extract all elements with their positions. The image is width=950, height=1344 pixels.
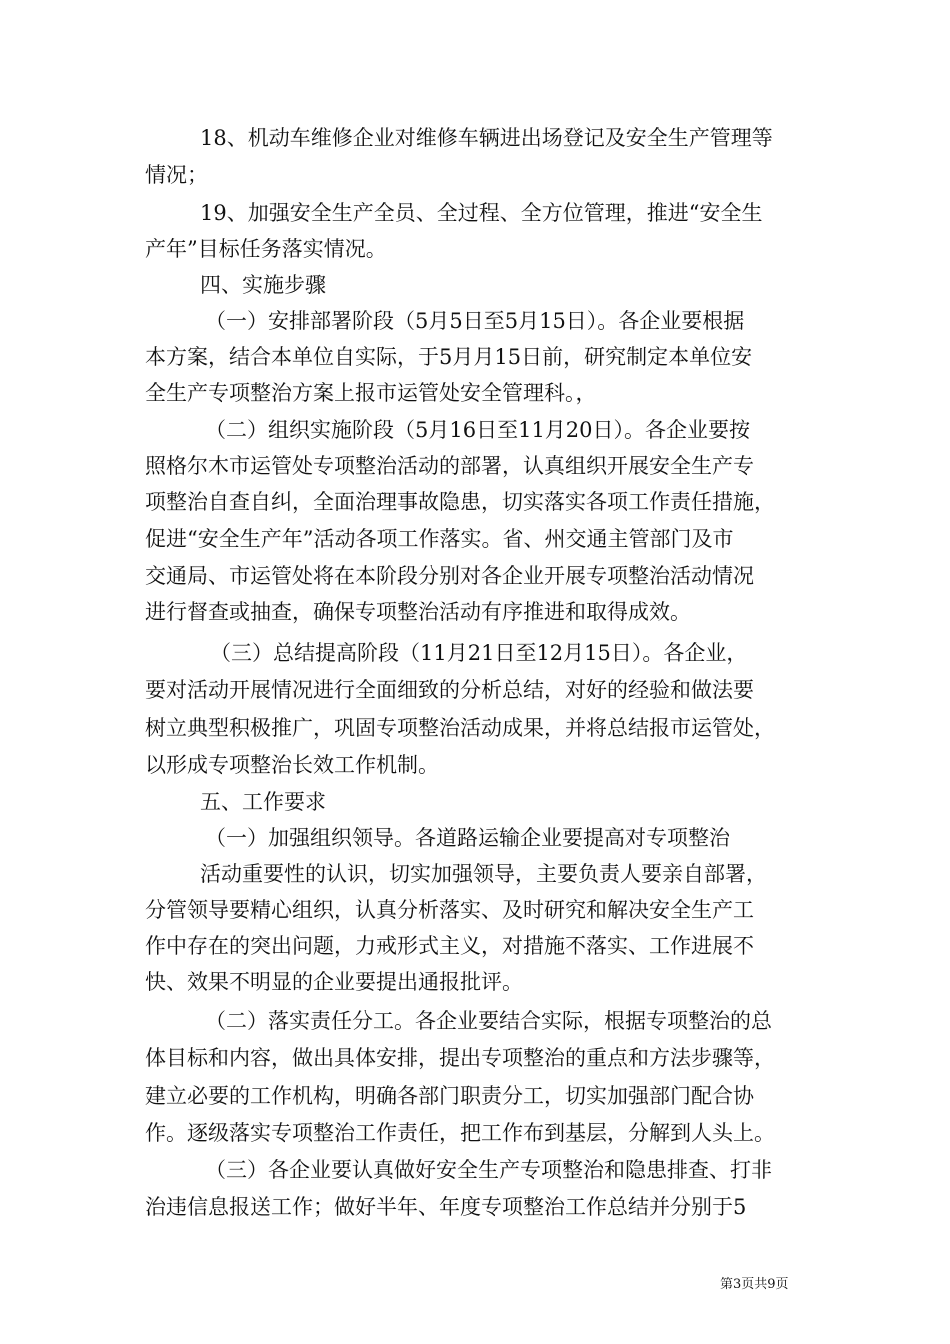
section-heading: 四、实施步骤 <box>200 273 326 297</box>
text-line: 作。逐级落实专项整治工作责任，把工作布到基层，分解到人头上。 <box>145 1121 775 1145</box>
text-line: 治违信息报送工作；做好半年、年度专项整治工作总结并分别于5 <box>145 1195 747 1219</box>
text-line: 分管领导要精心组织，认真分析落实、及时研究和解决安全生产工 <box>145 898 754 922</box>
text-line: （三）各企业要认真做好安全生产专项整治和隐患排查、打非 <box>205 1158 772 1182</box>
text-line: 树立典型积极推广，巩固专项整治活动成果，并将总结报市运管处， <box>145 716 775 740</box>
text-line: 要对活动开展情况进行全面细致的分析总结，对好的经验和做法要 <box>145 678 754 702</box>
text-line: 促进“安全生产年”活动各项工作落实。省、州交通主管部门及市 <box>145 527 734 551</box>
text-line: 产年”目标任务落实情况。 <box>145 237 387 261</box>
text-line: 全生产专项整治方案上报市运管处安全管理科。， <box>145 381 597 405</box>
text-line: 建立必要的工作机构，明确各部门职责分工，切实加强部门配合协 <box>145 1084 754 1108</box>
text-line: 以形成专项整治长效工作机制。 <box>145 753 439 777</box>
text-line: （二）落实责任分工。各企业要结合实际，根据专项整治的总 <box>205 1009 772 1033</box>
text-line: 19、加强安全生产全员、全过程、全方位管理，推进“安全生 <box>200 201 763 225</box>
page-number: 第3页共9页 <box>720 1277 789 1292</box>
text-line: 交通局、市运管处将在本阶段分别对各企业开展专项整治活动情况 <box>145 564 754 588</box>
text-line: 情况； <box>145 163 208 187</box>
text-line: 快、效果不明显的企业要提出通报批评。 <box>145 970 523 994</box>
text-line: 作中存在的突出问题，力戒形式主义，对措施不落实、工作进展不 <box>145 934 754 958</box>
text-line: 照格尔木市运管处专项整治活动的部署，认真组织开展安全生产专 <box>145 454 754 478</box>
text-line: 本方案，结合本单位自实际，于5月月15日前，研究制定本单位安 <box>145 345 753 369</box>
section-heading: 五、工作要求 <box>200 790 326 814</box>
text-line: 18、机动车维修企业对维修车辆进出场登记及安全生产管理等 <box>200 126 773 150</box>
text-line: 项整治自查自纠，全面治理事故隐患，切实落实各项工作责任措施， <box>145 490 775 514</box>
text-line: 活动重要性的认识，切实加强领导，主要负责人要亲自部署， <box>200 862 767 886</box>
text-line: （三）总结提高阶段（11月21日至12月15日）。各企业， <box>210 641 748 665</box>
text-line: 体目标和内容，做出具体安排，提出专项整治的重点和方法步骤等， <box>145 1046 775 1070</box>
text-line: （一）加强组织领导。各道路运输企业要提高对专项整治 <box>205 826 730 850</box>
text-line: （二）组织实施阶段（5月16日至11月20日）。各企业要按 <box>205 418 751 442</box>
text-line: 进行督查或抽查，确保专项整治活动有序推进和取得成效。 <box>145 600 691 624</box>
text-line: （一）安排部署阶段（5月5日至5月15日）。各企业要根据 <box>205 309 745 333</box>
